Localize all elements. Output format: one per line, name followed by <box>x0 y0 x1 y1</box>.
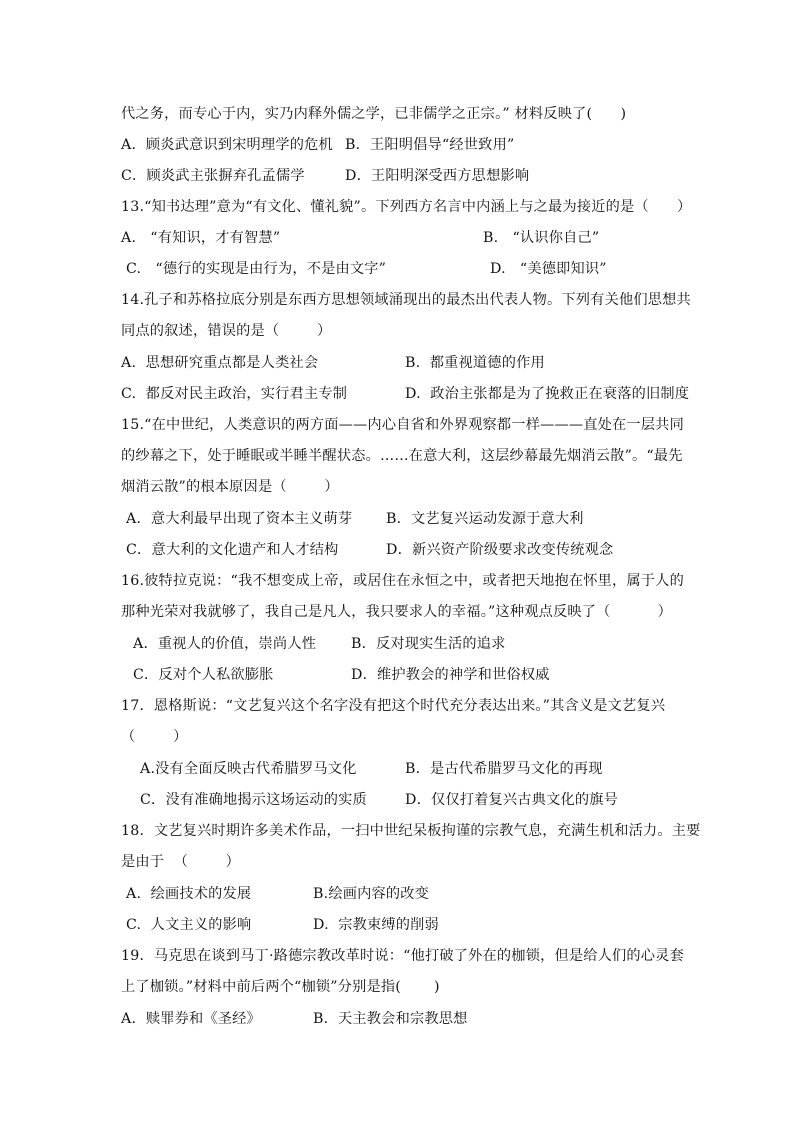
q17-stem-line-1: 17．恩格斯说：“文艺复兴这个名字没有把这个时代充分表达出来。”其含义是文艺复兴 <box>121 698 666 714</box>
q18-option-b[interactable]: B.绘画内容的改变 <box>313 886 430 902</box>
q17-option-b[interactable]: B．是古代希腊罗马文化的再现 <box>405 761 603 777</box>
q12-stem-line: 代之务，而专心于内，实乃内释外儒之学，已非儒学之正宗。” 材料反映了( ) <box>121 106 627 122</box>
q14-option-a[interactable]: A. 思想研究重点都是人类社会 <box>121 355 319 371</box>
q12-option-b[interactable]: B．王阳明倡导“经世致用” <box>345 137 515 153</box>
q16-option-c[interactable]: C．反对个人私欲膨胀 <box>133 667 274 683</box>
q14-option-d[interactable]: D. 政治主张都是为了挽救正在衰落的旧制度 <box>405 386 690 402</box>
q16-option-d[interactable]: D．维护教会的神学和世俗权威 <box>351 667 550 683</box>
q19-option-a[interactable]: A．赎罪券和《圣经》 <box>121 1011 261 1027</box>
q18-option-d[interactable]: D. 宗教束缚的削弱 <box>313 917 439 933</box>
q15-stem-line-2: 的纱幕之下，处于睡眠或半睡半醒状态。……在意大利，这层纱幕最先烟消云散”。“最先 <box>121 448 683 464</box>
q18-stem-line-2: 是由于 （ ） <box>121 854 241 870</box>
q13-option-c[interactable]: C. “德行的实现是由行为，不是由文字” <box>126 261 387 277</box>
q16-option-b[interactable]: B．反对现实生活的追求 <box>351 636 506 652</box>
q18-option-a[interactable]: A. 绘画技术的发展 <box>126 886 252 902</box>
q15-option-a[interactable]: A．意大利最早出现了资本主义萌芽 <box>126 511 353 527</box>
q13-stem: 13.“知书达理”意为“有文化、懂礼貌”。下列西方名言中内涵上与之最为接近的是（ ） <box>121 199 692 215</box>
q16-stem-line-2: 那种光荣对我就够了，我自己是凡人，我只要求人的幸福。”这种观点反映了（ ） <box>121 604 673 620</box>
q12-option-c[interactable]: C．顾炎武主张摒弃孔孟儒学 <box>121 168 305 184</box>
q14-option-c[interactable]: C. 都反对民主政治，实行君主专制 <box>121 386 348 402</box>
q14-stem-line-2: 同点的叙述，错误的是（ ） <box>121 323 332 339</box>
q15-option-b[interactable]: B．文艺复兴运动发源于意大利 <box>386 511 584 527</box>
q15-option-c[interactable]: C．意大利的文化遗产和人才结构 <box>126 542 339 558</box>
q17-option-d[interactable]: D．仅仅打着复兴古典文化的旗号 <box>405 792 619 808</box>
q12-option-a[interactable]: A．顾炎武意识到宋明理学的危机 <box>121 137 333 153</box>
q13-option-b[interactable]: B. “认识你自己” <box>483 230 600 246</box>
q15-option-d[interactable]: D．新兴资产阶级要求改变传统观念 <box>386 542 614 558</box>
q17-stem-line-2: （ ） <box>121 729 188 745</box>
q18-option-c[interactable]: C. 人文主义的影响 <box>126 917 252 933</box>
q19-stem-line-1: 19．马克思在谈到马丁·路德宗教改革时说：“他打破了外在的枷锁，但是给人们的心灵套 <box>121 948 684 964</box>
q13-option-d[interactable]: D. “美德即知识” <box>490 261 607 277</box>
q12-option-d[interactable]: D．王阳明深受西方思想影响 <box>345 168 530 184</box>
q16-option-a[interactable]: A．重视人的价值，崇尚人性 <box>133 636 317 652</box>
q15-stem-line-1: 15.“在中世纪，人类意识的两方面——内心自省和外界观察都一样———直处在一层共同 <box>121 417 684 433</box>
q13-option-a[interactable]: A. “有知识，才有智慧” <box>121 230 281 246</box>
q16-stem-line-1: 16.彼特拉克说：“我不想变成上帝，或居住在永恒之中，或者把天地抱在怀里，属于人的 <box>121 573 684 589</box>
q15-stem-line-3: 烟消云散”的根本原因是（ ） <box>121 479 339 495</box>
q19-option-b[interactable]: B．天主教会和宗教思想 <box>313 1011 468 1027</box>
q14-stem-line-1: 14.孔子和苏格拉底分别是东西方思想领域涌现出的最杰出代表人物。下列有关他们思想共 <box>121 292 691 308</box>
q19-stem-line-2: 上了枷锁。”材料中前后两个“枷锁”分别是指( ) <box>121 979 440 995</box>
q17-option-a[interactable]: A.没有全面反映古代希腊罗马文化 <box>140 761 357 777</box>
q18-stem-line-1: 18．文艺复兴时期许多美术作品，一扫中世纪呆板拘谨的宗教气息，充满生机和活力。主要 <box>121 823 701 839</box>
q14-option-b[interactable]: B. 都重视道德的作用 <box>405 355 545 371</box>
q17-option-c[interactable]: C．没有准确地揭示这场运动的实质 <box>140 792 367 808</box>
